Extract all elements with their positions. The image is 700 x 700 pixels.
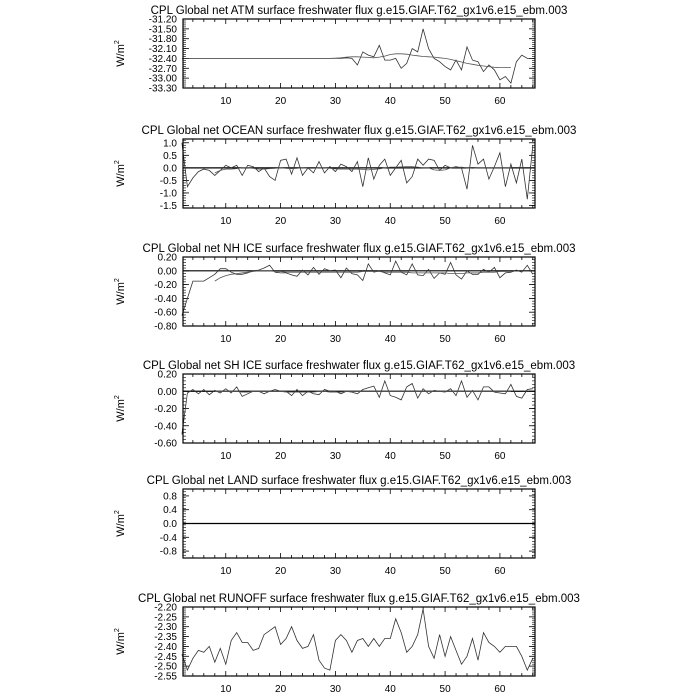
y-tick-label: -2.40 [154,641,177,653]
x-tick-label: 10 [220,566,232,577]
y-tick-label: -2.35 [154,632,177,644]
x-tick-label: 10 [220,684,232,695]
plot-frame [183,139,535,208]
y-tick-label: 0.4 [163,505,177,517]
x-tick-label: 50 [439,216,451,227]
y-axis-label: $W/m^2$ [114,510,127,537]
y-tick-label: -0.40 [154,293,177,305]
x-tick-label: 20 [275,334,287,345]
x-tick-label: 30 [329,451,341,462]
y-tick-label: -2.25 [154,612,177,624]
y-axis-label: $W/m^2$ [114,160,127,187]
y-tick-label: -31.20 [148,14,177,26]
x-tick-label: 20 [275,566,287,577]
y-tick-label: -33.30 [148,83,177,95]
panel-title: CPL Global net LAND surface freshwater flux g.e15.GIAF.T62_gx1v6.e15_ebm.003 [146,475,572,487]
panel-4 [114,360,575,462]
x-tick-label: 30 [329,96,341,107]
panel-2 [114,125,576,227]
y-tick-label: 0.00 [157,386,177,398]
panel-3 [114,243,575,345]
y-axis-label: $W/m^2$ [114,395,127,422]
panel-title: CPL Global net OCEAN surface freshwater flux g.e15.GIAF.T62_gx1v6.e15_ebm.003 [141,125,577,137]
y-tick-label: -2.30 [154,622,177,634]
panel-title: CPL Global net SH ICE surface freshwater flux g.e15.GIAF.T62_gx1v6.e15_ebm.003 [142,360,576,372]
x-tick-label: 60 [494,96,506,107]
panel-1 [114,5,567,107]
x-tick-label: 50 [439,334,451,345]
y-tick-label: -0.80 [154,321,177,333]
x-tick-label: 40 [384,566,396,577]
y-tick-label: 0.20 [157,252,177,264]
y-tick-label: -32.40 [148,53,177,65]
y-tick-label: 0.0 [163,163,177,175]
y-axis-label: $W/m^2$ [114,278,127,305]
x-tick-label: 60 [494,334,506,345]
y-tick-label: 0.5 [163,150,177,162]
y-tick-label: -0.40 [154,421,177,433]
y-tick-label: -2.20 [154,602,177,614]
x-tick-label: 30 [329,334,341,345]
x-tick-label: 50 [439,566,451,577]
series-line-annual [182,609,533,670]
x-tick-label: 20 [275,684,287,695]
y-tick-label: 0.0 [163,519,177,530]
series-line-running-mean [215,54,511,68]
x-tick-label: 30 [329,684,341,695]
x-tick-label: 10 [220,334,232,345]
panel-title: CPL Global net RUNOFF surface freshwater flux g.e15.GIAF.T62_gx1v6.e15_ebm.003 [138,593,580,605]
panel-6 [114,593,580,695]
x-tick-label: 50 [439,451,451,462]
y-tick-label: -0.8 [159,546,177,558]
x-tick-label: 10 [220,96,232,107]
x-tick-label: 40 [384,451,396,462]
y-tick-label: -31.80 [148,34,177,46]
x-tick-label: 30 [329,216,341,227]
x-tick-label: 10 [220,216,232,227]
y-tick-label: 0.8 [163,491,177,503]
y-tick-label: -33.00 [148,73,177,85]
y-tick-label: -0.5 [159,175,177,187]
x-tick-label: 50 [439,96,451,107]
y-axis-label: $W/m^2$ [114,628,127,655]
y-axis-label: $W/m^2$ [114,40,127,67]
x-tick-label: 10 [220,451,232,462]
x-tick-label: 60 [494,684,506,695]
plot-frame [183,374,535,443]
panel-title: CPL Global net ATM surface freshwater flux g.e15.GIAF.T62_gx1v6.e15_ebm.003 [150,5,568,17]
panel-5 [114,475,571,577]
x-tick-label: 40 [384,684,396,695]
y-tick-label: -31.50 [148,24,177,36]
y-tick-label: 1.0 [163,138,177,150]
x-tick-label: 50 [439,684,451,695]
panel-title: CPL Global net NH ICE surface freshwater flux g.e15.GIAF.T62_gx1v6.e15_ebm.003 [142,243,576,255]
y-tick-label: 0.00 [157,266,177,278]
y-tick-label: -32.10 [148,44,177,56]
series-line-annual [182,261,533,316]
y-tick-label: -0.60 [154,307,177,319]
x-tick-label: 20 [275,451,287,462]
x-tick-label: 20 [275,216,287,227]
series-line-annual [182,143,533,199]
y-tick-label: -0.60 [154,438,177,450]
x-tick-label: 30 [329,566,341,577]
x-tick-label: 40 [384,216,396,227]
plot-frame [183,19,535,88]
x-tick-label: 40 [384,334,396,345]
x-tick-label: 60 [494,451,506,462]
x-tick-label: 60 [494,216,506,227]
plot-frame [183,257,535,326]
x-tick-label: 20 [275,96,287,107]
y-tick-label: -1.5 [159,200,177,212]
y-tick-label: -32.70 [148,63,177,75]
series-line-annual [182,381,533,435]
y-tick-label: -2.45 [154,651,177,663]
y-tick-label: -1.0 [159,188,177,200]
y-tick-label: -2.50 [154,661,177,673]
series-line-annual [182,29,533,83]
y-tick-label: -0.20 [154,404,177,415]
y-tick-label: -2.55 [154,671,177,683]
plot-frame [183,607,535,676]
y-tick-label: 0.20 [157,369,177,381]
x-tick-label: 40 [384,96,396,107]
y-tick-label: -0.20 [154,280,177,292]
y-tick-label: -0.4 [159,532,177,544]
x-tick-label: 60 [494,566,506,577]
